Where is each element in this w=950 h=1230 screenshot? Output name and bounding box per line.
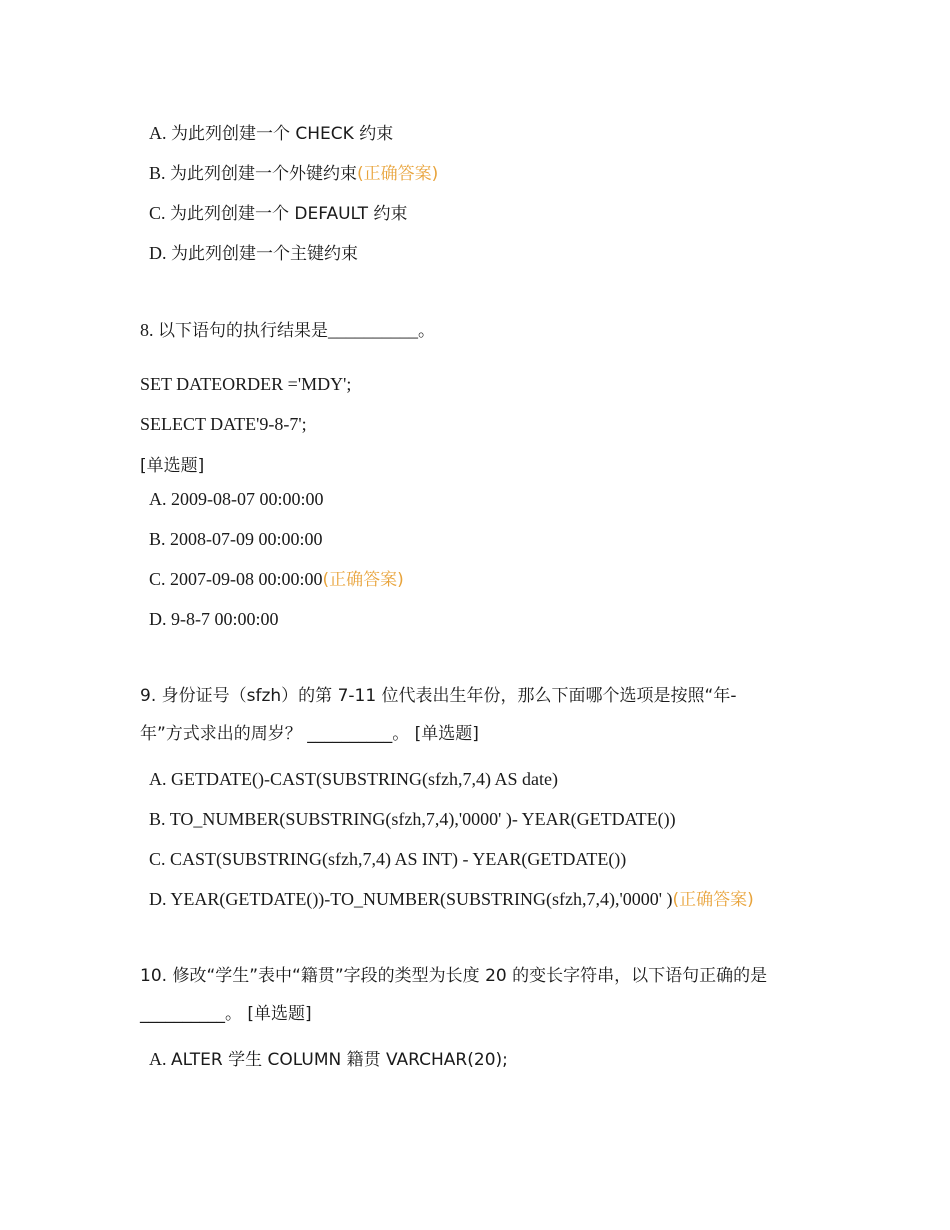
- option-label: D.: [149, 889, 171, 909]
- q8-stem: [140, 318, 435, 343]
- q9-option-d: [149, 887, 754, 912]
- option-text: 9-8-7 00:00:00: [171, 609, 279, 629]
- option-label: B.: [149, 809, 170, 829]
- option-text: GETDATE()-CAST(SUBSTRING(sfzh,7,4) AS date): [171, 769, 558, 789]
- question-end: 。: [418, 321, 435, 341]
- q8-option-a: [149, 487, 324, 511]
- q7-option-c: [149, 201, 407, 226]
- option-label: A.: [149, 1049, 171, 1069]
- q8-code-line-2: SELECT DATE'9-8-7';: [140, 414, 307, 434]
- option-label: B.: [149, 529, 171, 549]
- option-text: 为此列创建一个 CHECK 约束: [171, 124, 394, 144]
- option-text: 为此列创建一个外键约束: [170, 164, 358, 184]
- option-text: ALTER 学生 COLUMN 籍贯 VARCHAR(20);: [171, 1050, 508, 1070]
- option-label: A.: [149, 489, 171, 509]
- question-number: 8.: [140, 320, 158, 340]
- q10-stem-line-2: __________。 [单选题]: [140, 1004, 312, 1024]
- answer-blank: __________: [328, 320, 418, 340]
- correct-answer-tag: (正确答案): [322, 570, 404, 590]
- q8-option-d: [149, 607, 279, 631]
- option-text: 2009-08-07 00:00:00: [171, 489, 324, 509]
- q10-stem-line-1: 10. 修改“学生”表中“籍贯”字段的类型为长度 20 的变长字符串，以下语句正确的是: [140, 966, 768, 986]
- correct-answer-tag: (正确答案): [672, 890, 754, 910]
- question-text: 以下语句的执行结果是: [158, 321, 328, 341]
- option-text: TO_NUMBER(SUBSTRING(sfzh,7,4),'0000' )- YEAR(GETDATE()): [169, 809, 676, 829]
- q7-option-b: [149, 161, 438, 186]
- q9-stem-line-2: 年”方式求出的周岁？ __________。 [单选题]: [140, 724, 479, 744]
- option-label: D.: [149, 609, 171, 629]
- option-label: D.: [149, 243, 171, 263]
- q8-code-line-1: SET DATEORDER ='MDY';: [140, 374, 352, 394]
- q9-stem-line-1: 9. 身份证号（sfzh）的第 7-11 位代表出生年份，那么下面哪个选项是按照“年-: [140, 686, 737, 706]
- option-text: 2008-07-09 00:00:00: [170, 529, 323, 549]
- option-text: 为此列创建一个主键约束: [171, 244, 358, 264]
- option-text: YEAR(GETDATE())-TO_NUMBER(SUBSTRING(sfzh,7,4),'0000' ): [170, 889, 673, 909]
- q7-option-d: [149, 241, 358, 266]
- q8-option-c: [149, 567, 404, 592]
- option-label: C.: [149, 203, 171, 223]
- q9-option-c: [149, 847, 626, 871]
- q9-option-b: [149, 807, 676, 831]
- correct-answer-tag: (正确答案): [357, 164, 439, 184]
- option-label: C.: [149, 849, 171, 869]
- option-text: CAST(SUBSTRING(sfzh,7,4) AS INT) - YEAR(GETDATE()): [170, 849, 627, 869]
- q8-question-type: [单选题]: [140, 456, 205, 476]
- q9-option-a: [149, 767, 558, 791]
- q8-option-b: [149, 527, 323, 551]
- q10-option-a: [149, 1047, 508, 1072]
- option-text: 为此列创建一个 DEFAULT 约束: [170, 204, 408, 224]
- option-label: C.: [149, 569, 171, 589]
- q7-option-a: [149, 121, 393, 146]
- option-text: 2007-09-08 00:00:00: [170, 569, 323, 589]
- option-label: A.: [149, 769, 171, 789]
- option-label: A.: [149, 123, 171, 143]
- option-label: B.: [149, 163, 171, 183]
